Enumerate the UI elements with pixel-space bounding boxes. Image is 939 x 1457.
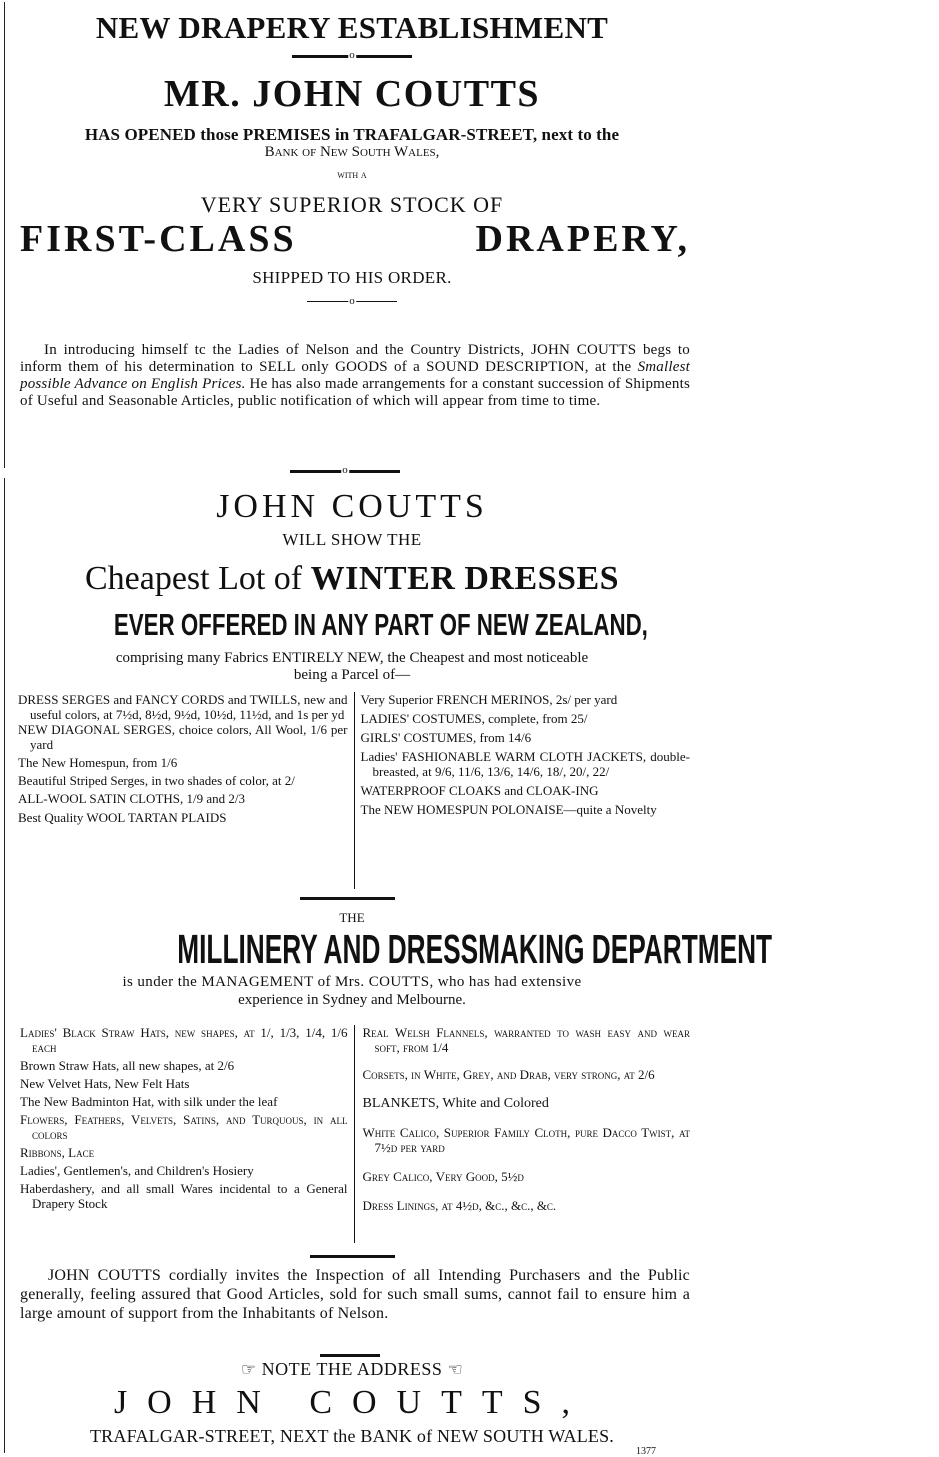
millinery-title: MILLINERY AND DRESSMAKING DEPARTMENT	[177, 926, 773, 972]
list-item: Very Superior FRENCH MERINOS, 2s/ per yard	[360, 692, 618, 707]
cheapest-headline	[10, 558, 694, 600]
list-item: Brown Straw Hats, all new shapes, at 2/6	[20, 1058, 235, 1073]
page-number: 1377	[636, 1446, 656, 1457]
millinery-the: THE	[339, 910, 365, 925]
intro-italic: Smallest possible Advance on English Prices.	[20, 359, 690, 392]
list-item: GIRLS' COSTUMES, from 14/6	[360, 730, 532, 745]
list-item: White Calico, Superior Family Cloth, pure Dacco Twist, at 7½d per yard	[362, 1125, 690, 1155]
closing-text: JOHN COUTTS cordially invites the Inspection of all Intending Purchasers and the Public generally, feeling assured that Good Articles, sold for such small sums, cannot fail to ensure him a large amount of support from the Inhabitants of Nelson.	[20, 1267, 690, 1322]
list-item: Ladies' Black Straw Hats, new shapes, at 1/, 1/3, 1/4, 1/6 each	[20, 1025, 348, 1055]
list-item: BLANKETS, White and Colored	[362, 1096, 549, 1111]
ever-offered: EVER OFFERED IN ANY PART OF NEW ZEALAND,	[113, 607, 648, 642]
winter-left-column	[18, 692, 355, 889]
list-item: NEW DIAGONAL SERGES, choice colors, All Wool, 1/6 per yard	[18, 722, 348, 752]
divider: o	[307, 301, 397, 302]
list-item: Ladies', Gentlemen's, and Children's Hosiery	[20, 1163, 254, 1178]
list-item: DRESS SERGES and FANCY CORDS and TWILLS, new and useful colors, at 7½d, 8½d, 9½d, 10½d, 11½d, and 1s per yd	[18, 692, 348, 722]
pointing-hand-icon: ☞	[240, 1360, 257, 1379]
winter-name: JOHN COUTTS	[216, 488, 488, 525]
list-item: The New Badminton Hat, with silk under the leaf	[20, 1094, 278, 1109]
pointing-hand-icon: ☞	[447, 1360, 464, 1379]
winter-item-columns	[18, 692, 690, 889]
proprietor-name: MR. JOHN COUTTS	[163, 73, 541, 115]
millinery-section	[10, 910, 773, 1009]
first-class-drapery	[10, 218, 694, 260]
winter-section	[10, 488, 694, 684]
list-item: WATERPROOF CLOAKS and CLOAK-ING	[360, 783, 599, 798]
will-show: WILL SHOW THE	[282, 530, 422, 549]
shipped-line: SHIPPED TO HIS ORDER.	[252, 268, 452, 287]
parcel: being a Parcel of—	[293, 667, 411, 683]
headline: NEW DRAPERY ESTABLISHMENT	[95, 10, 609, 45]
list-item: New Velvet Hats, New Felt Hats	[20, 1076, 190, 1091]
closing-paragraph	[20, 1266, 690, 1323]
intro-text: In introducing himself tc the Ladies of Nelson and the Country Districts, JOHN COUTTS begs to inform them of his determination to SELL only GOODS of a SOUND DESCRIPTION, at the	[20, 342, 690, 375]
list-item: Corsets, in White, Grey, and Drab, very strong, at 2/6	[362, 1067, 655, 1082]
comprising: comprising many Fabrics ENTIRELY NEW, the Cheapest and most noticeable	[115, 650, 589, 666]
closing-address: TRAFALGAR-STREET, NEXT the BANK of NEW SOUTH WALES.	[89, 1426, 614, 1446]
ever-offered-wrap	[10, 607, 694, 642]
divider-plain	[320, 1354, 380, 1357]
address-section	[10, 1358, 694, 1447]
divider-plain	[310, 1255, 395, 1258]
intro-paragraph	[20, 342, 690, 410]
millinery-right-column	[355, 1025, 691, 1243]
list-item: Dress Linings, at 4½d, &c., &c., &c.	[362, 1198, 557, 1213]
divider: o	[292, 55, 412, 58]
list-item: Ribbons, Lace	[20, 1145, 95, 1160]
list-item: Haberdashery, and all small Wares incidental to a General Drapery Stock	[20, 1181, 348, 1211]
list-item: LADIES' COSTUMES, complete, from 25/	[360, 711, 588, 726]
millinery-title-wrap	[10, 926, 773, 972]
millinery-line2: experience in Sydney and Melbourne.	[238, 992, 466, 1008]
intro-rest: He has also made arrangements for a constant succession of Shipments of Useful and Seasonable Articles, public notification of which will appear from time to time.	[20, 376, 690, 409]
winter-right-column	[355, 692, 691, 889]
list-item: The NEW HOMESPUN POLONAISE—quite a Novelty	[360, 802, 657, 817]
divider: o	[290, 470, 400, 473]
first-class-word: FIRST-CLASS	[20, 218, 297, 260]
list-item: Flowers, Feathers, Velvets, Satins, and Turquous, in all colors	[20, 1112, 348, 1142]
drapery-word: DRAPERY,	[475, 218, 690, 260]
divider-plain	[300, 897, 395, 900]
with-a: with a	[337, 169, 367, 181]
list-item: Real Welsh Flannels, warranted to wash easy and wear soft, from 1/4	[362, 1025, 690, 1055]
list-item: Grey Calico, Very Good, 5½d	[362, 1169, 524, 1184]
millinery-item-columns	[20, 1025, 690, 1243]
millinery-left-column	[20, 1025, 355, 1243]
list-item: The New Homespun, from 1/6	[18, 755, 178, 770]
left-border-lower	[4, 478, 5, 1453]
list-item: Beautiful Striped Serges, in two shades of color, at 2/	[18, 773, 295, 788]
cheapest-lot: Cheapest Lot of	[84, 560, 303, 597]
millinery-line1: is under the MANAGEMENT of Mrs. COUTTS, who has had extensive	[122, 974, 582, 990]
closing-name: JOHN COUTTS,	[113, 1384, 591, 1421]
list-item: Ladies' FASHIONABLE WARM CLOTH JACKETS, double-breasted, at 9/6, 11/6, 13/6, 14/6, 18/, 20/, 22/	[360, 749, 690, 779]
list-item: Best Quality WOOL TARTAN PLAIDS	[18, 810, 227, 825]
note-address-line	[10, 1358, 694, 1381]
left-border-upper	[4, 2, 5, 468]
opened-line: HAS OPENED those PREMISES in TRAFALGAR-STREET, next to the	[84, 125, 620, 144]
note-address: NOTE THE ADDRESS	[261, 1359, 443, 1379]
list-item: ALL-WOOL SATIN CLOTHS, 1/9 and 2/3	[18, 791, 245, 806]
stock-line: VERY SUPERIOR STOCK OF	[200, 192, 504, 217]
header-section	[10, 10, 694, 307]
bank-line: Bank of New South Wales,	[264, 144, 440, 160]
winter-dresses: WINTER DRESSES	[310, 560, 620, 597]
